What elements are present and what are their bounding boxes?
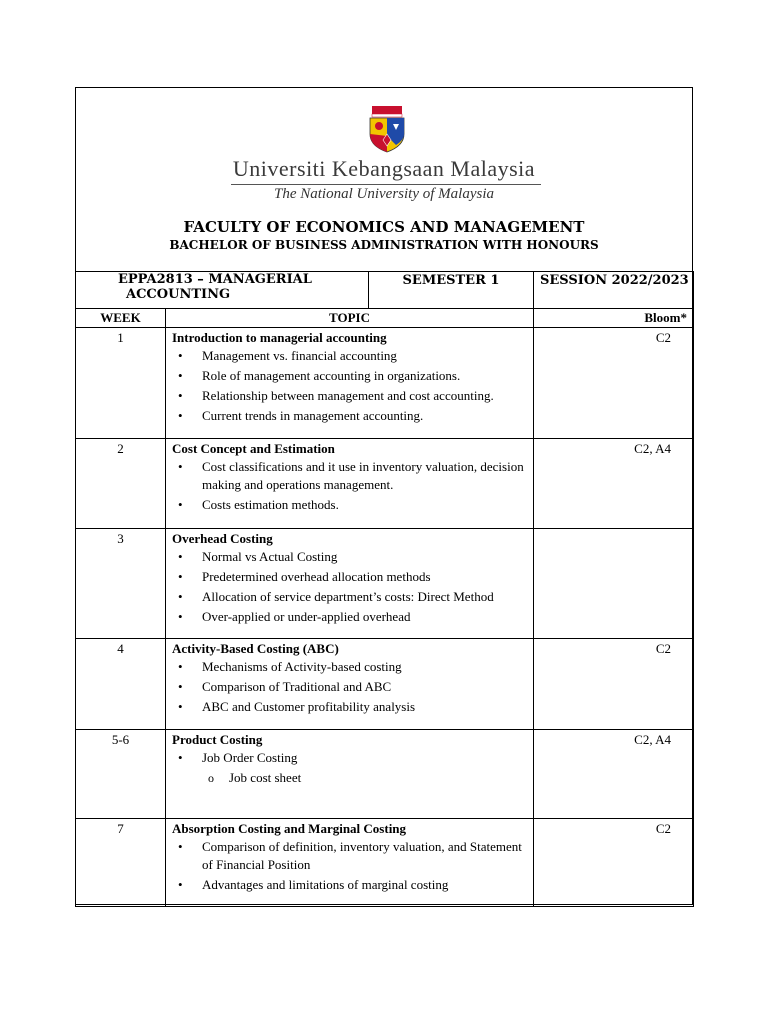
bloom-level: C2, A4 xyxy=(534,730,694,819)
list-item: • Normal vs Actual Costing xyxy=(172,548,533,566)
list-item: • Mechanisms of Activity-based costing xyxy=(172,658,533,676)
faculty-title: FACULTY OF ECONOMICS AND MANAGEMENT xyxy=(183,218,585,236)
list-item: • Costs estimation methods. xyxy=(172,496,533,514)
list-item: • Job Order Costing xyxy=(172,749,533,767)
topic-title: Activity-Based Costing (ABC) xyxy=(172,641,339,656)
table-row xyxy=(76,328,694,439)
topic-bullet-list xyxy=(172,658,533,716)
week-number: 2 xyxy=(76,439,166,529)
topic-bullet-list xyxy=(172,749,533,767)
list-item: • Current trends in management accounting. xyxy=(172,407,533,425)
university-subtitle: The National University of Malaysia xyxy=(274,186,494,202)
list-item: • Predetermined overhead allocation methods xyxy=(172,568,533,586)
ukm-crest-logo xyxy=(366,104,408,154)
week-number: 7 xyxy=(76,819,166,907)
topic-bullet-list xyxy=(172,838,533,894)
topic-cell xyxy=(166,328,534,439)
list-item: • Advantages and limitations of marginal costing xyxy=(172,876,533,894)
session-cell: SESSION 2022/2023 xyxy=(534,272,694,309)
sub-list-item: o Job cost sheet xyxy=(172,769,533,787)
week-column-header: WEEK xyxy=(76,309,166,328)
column-header-row xyxy=(76,309,694,328)
list-item: • Relationship between management and cost accounting. xyxy=(172,387,533,405)
table-row xyxy=(76,819,694,907)
bloom-level: C2 xyxy=(534,819,694,907)
topic-title: Cost Concept and Estimation xyxy=(172,441,335,456)
list-item: • Cost classifications and it use in inventory valuation, decision making and operations management. xyxy=(172,458,533,494)
topic-sub-bullet-list xyxy=(172,769,533,787)
list-item: • Comparison of definition, inventory valuation, and Statement of Financial Position xyxy=(172,838,533,874)
topic-cell xyxy=(166,730,534,819)
topic-cell xyxy=(166,819,534,907)
course-code-line1: EPPA2813 – MANAGERIAL xyxy=(118,272,312,287)
table-row xyxy=(76,439,694,529)
week-number: 3 xyxy=(76,529,166,639)
list-item: • Comparison of Traditional and ABC xyxy=(172,678,533,696)
document-header xyxy=(76,88,692,271)
topic-title: Introduction to managerial accounting xyxy=(172,330,387,345)
topic-title: Absorption Costing and Marginal Costing xyxy=(172,821,407,836)
week-number: 1 xyxy=(76,328,166,439)
table-row xyxy=(76,730,694,819)
course-schedule-table xyxy=(75,271,694,907)
bloom-level: C2, A4 xyxy=(534,439,694,529)
topic-bullet-list xyxy=(172,548,533,626)
university-divider xyxy=(231,184,541,185)
bloom-column-header: Bloom* xyxy=(534,309,694,328)
week-number: 4 xyxy=(76,639,166,730)
semester-cell: SEMESTER 1 xyxy=(369,272,534,309)
list-item: • Role of management accounting in organizations. xyxy=(172,367,533,385)
topic-title: Overhead Costing xyxy=(172,531,273,546)
university-name: Universiti Kebangsaan Malaysia xyxy=(232,156,536,181)
bloom-level: C2 xyxy=(534,639,694,730)
week-number: 5-6 xyxy=(76,730,166,819)
topic-cell xyxy=(166,639,534,730)
list-item: • ABC and Customer profitability analysis xyxy=(172,698,533,716)
list-item: • Management vs. financial accounting xyxy=(172,347,533,365)
table-row xyxy=(76,529,694,639)
course-code-cell xyxy=(76,272,369,309)
topic-bullet-list xyxy=(172,458,533,514)
topic-cell xyxy=(166,439,534,529)
topic-title: Product Costing xyxy=(172,732,263,747)
topic-bullet-list xyxy=(172,347,533,425)
list-item: • Allocation of service department’s costs: Direct Method xyxy=(172,588,533,606)
course-code-line2: ACCOUNTING xyxy=(126,287,231,302)
topic-column-header: TOPIC xyxy=(166,309,534,328)
bloom-level: C2 xyxy=(534,328,694,439)
document-frame xyxy=(75,87,693,905)
table-row xyxy=(76,639,694,730)
list-item: • Over-applied or under-applied overhead xyxy=(172,608,533,626)
bloom-level xyxy=(534,529,694,639)
course-info-row xyxy=(76,272,694,309)
topic-cell xyxy=(166,529,534,639)
program-title: BACHELOR OF BUSINESS ADMINISTRATION WITH HONOURS xyxy=(169,238,599,252)
